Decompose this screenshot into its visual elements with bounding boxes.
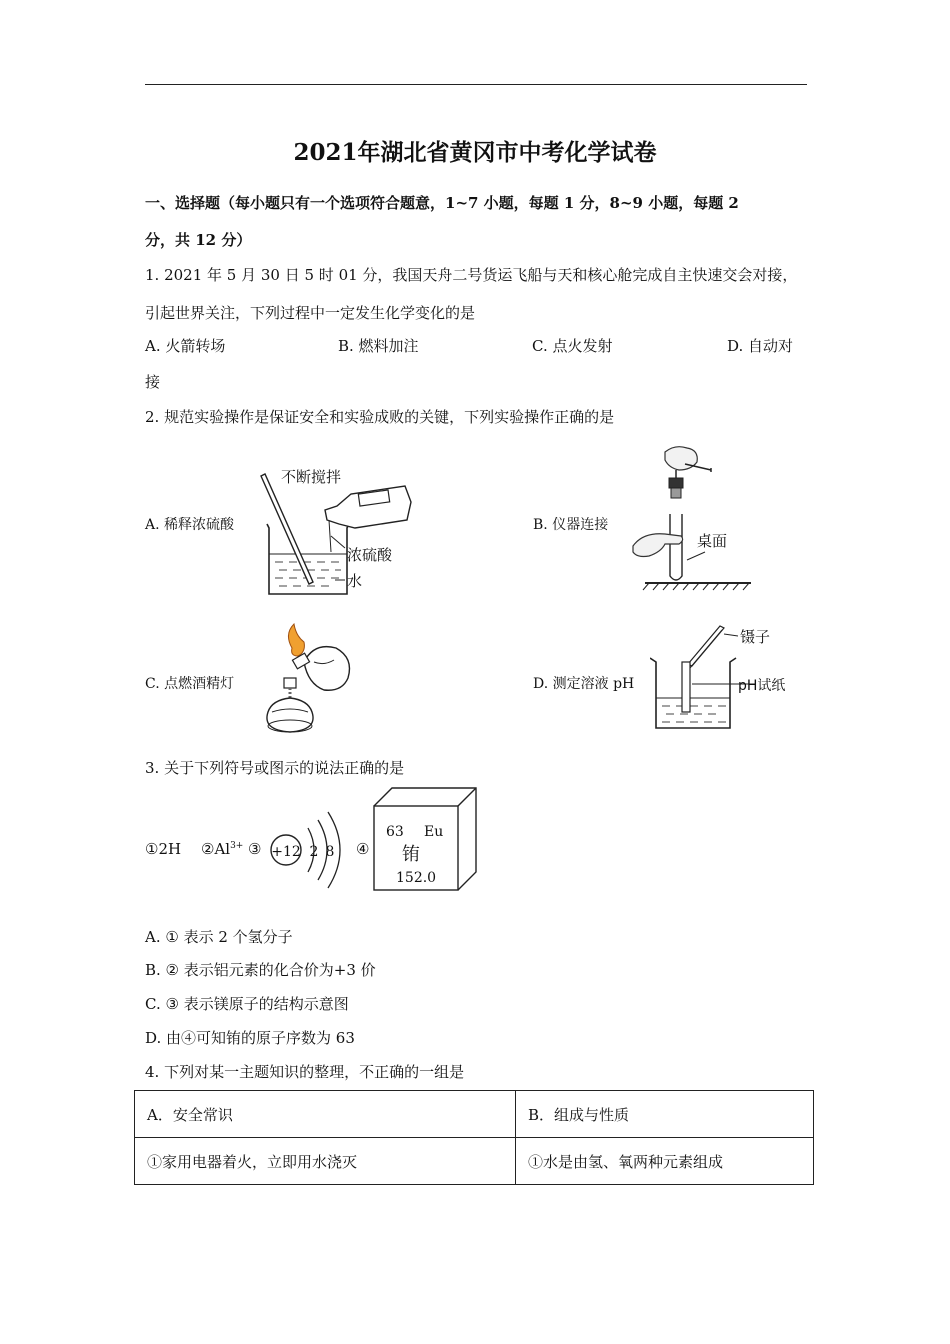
q1-stem-line2: 引起世界关注，下列过程中一定发生化学变化的是	[145, 304, 476, 322]
q3-item1: ①2H	[145, 840, 182, 858]
q3-stem: 3. 关于下列符号或图示的说法正确的是	[145, 759, 405, 777]
label-tweezers: 镊子	[740, 628, 771, 646]
table-cell-a1: ①家用电器着火，立即用水浇灭	[135, 1138, 516, 1185]
section-heading-line2: 分，共 12 分）	[145, 231, 252, 249]
table-header-row	[135, 1091, 814, 1138]
q2-option-c: C. 点燃酒精灯	[145, 676, 235, 692]
q1-option-d-wrap: 接	[145, 373, 161, 391]
figure-instrument-connect	[625, 440, 755, 600]
element-symbol: Eu	[424, 824, 444, 840]
q2-option-d: D. 测定溶液 pH	[533, 676, 635, 692]
figure-alcohol-lamp	[254, 622, 364, 738]
label-table: 桌面	[697, 532, 728, 550]
q3-item2: $②Al^{3+}$	[201, 840, 244, 858]
figure-measure-ph	[650, 620, 800, 735]
table-header-b: B．组成与性质	[516, 1091, 814, 1138]
q3-option-a: A. ① 表示 2 个氢分子	[145, 928, 293, 946]
element-cell-eu	[372, 786, 480, 894]
q3-option-c: C. ③ 表示镁原子的结构示意图	[145, 995, 349, 1013]
mg-atom-structure	[266, 806, 356, 894]
q4-stem: 4. 下列对某一主题知识的整理，不正确的一组是	[145, 1063, 465, 1081]
label-stir: 不断搅拌	[281, 468, 342, 486]
element-name: 铕	[402, 844, 420, 865]
q1-option-a: A. 火箭转场	[145, 337, 226, 355]
atomic-number: 63	[386, 824, 404, 840]
table-header-a: A．安全常识	[135, 1091, 516, 1138]
q1-option-d: D. 自动对	[727, 337, 794, 355]
q2-option-b: B. 仪器连接	[533, 517, 609, 533]
label-water: 水	[347, 572, 363, 590]
nucleus-charge: +12	[271, 844, 301, 860]
shell-1-count: 2	[309, 844, 319, 860]
table-cell-b1: ①水是由氢、氧两种元素组成	[516, 1138, 814, 1185]
q3-item2-charge: 3+	[230, 841, 244, 851]
label-ph-paper: pH试纸	[738, 678, 786, 694]
q3-option-d: D. 由④可知铕的原子序数为 63	[145, 1029, 355, 1047]
top-rule	[145, 84, 807, 85]
q1-stem-line1: 1. 2021 年 5 月 30 日 5 时 01 分，我国天舟二号货运飞船与天和核心舱完成自主快速交会对接，	[145, 266, 798, 284]
label-acid: 浓硫酸	[347, 546, 393, 564]
q2-option-a: A. 稀释浓硫酸	[145, 517, 235, 533]
q2-stem: 2. 规范实验操作是保证安全和实验成败的关键，下列实验操作正确的是	[145, 408, 615, 426]
q1-option-b: B. 燃料加注	[338, 337, 419, 355]
section-heading-line1: 一、选择题（每小题只有一个选项符合题意，1~7 小题，每题 1 分，8~9 小题，每题 2	[145, 194, 739, 212]
q1-option-c: C. 点火发射	[532, 337, 613, 355]
figure-dilute-acid	[255, 462, 425, 602]
q4-knowledge-table	[134, 1090, 814, 1185]
atomic-mass: 152.0	[396, 870, 437, 886]
q3-item4: ④	[356, 840, 370, 858]
table-row	[135, 1138, 814, 1185]
shell-2-count: 8	[325, 844, 335, 860]
q3-option-b: B. ② 表示铝元素的化合价为+3 价	[145, 961, 376, 979]
q3-item3: ③	[248, 840, 262, 858]
page-title: 2021年湖北省黄冈市中考化学试卷	[293, 139, 657, 166]
